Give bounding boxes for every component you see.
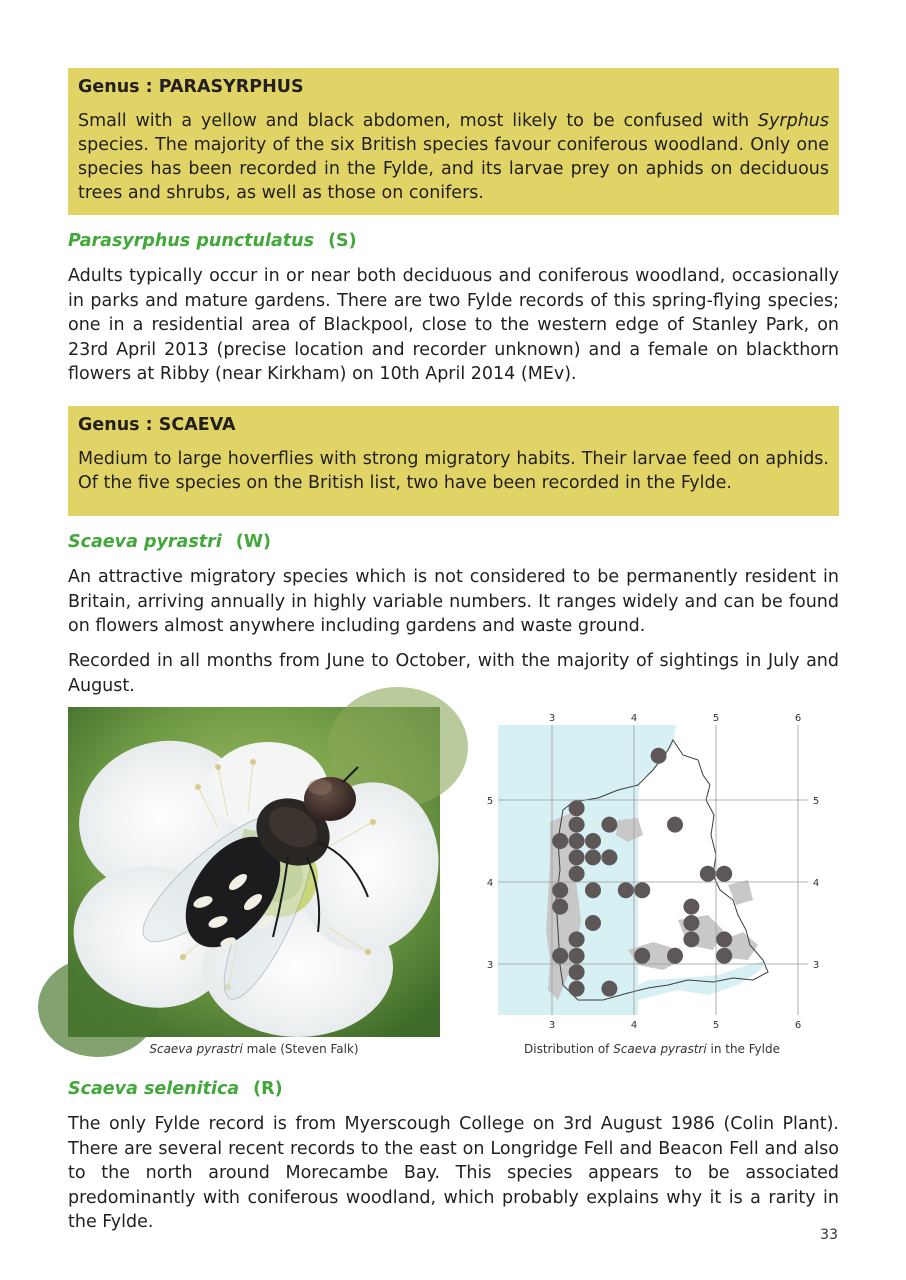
record-dot-17 [634, 882, 650, 898]
record-dot-11 [569, 866, 585, 882]
record-dot-22 [569, 931, 585, 947]
map-caption-b: in the Fylde [706, 1042, 780, 1056]
record-dot-14 [552, 882, 568, 898]
record-dot-2 [569, 817, 585, 833]
record-dot-30 [569, 964, 585, 980]
map-y-label-left-3: 3 [486, 960, 494, 971]
record-dot-32 [601, 981, 617, 997]
genus-parasyrphus-title: Genus : PARASYRPHUS [78, 77, 304, 97]
record-dot-12 [700, 866, 716, 882]
map-y-label-left-4: 4 [486, 878, 494, 889]
record-dot-7 [585, 833, 601, 849]
record-dot-20 [585, 915, 601, 931]
parasyrphus-punctulatus-text: Adults typically occur in or near both deciduous and coniferous woodland, occasionally in parks and mature gardens. There are two Fylde records of this spring-flying species; one in a residential area of Blackpool, close to the western edge of Stanley Park, on 23rd April 2013 (precise location and recorder unknown) and a female on blackthorn flowers at Ribby (near Kirkham) on 10th April 2014 (MEv). [68, 266, 839, 384]
record-dot-27 [634, 948, 650, 964]
genus-parasyrphus-box [68, 68, 839, 215]
record-dot-9 [585, 849, 601, 865]
record-dot-1 [569, 800, 585, 816]
page-number: 33 [820, 1227, 838, 1243]
species-status: (R) [253, 1079, 283, 1099]
record-dot-25 [552, 948, 568, 964]
scaeva-pyrastri-photo [68, 707, 440, 1037]
record-dot-31 [569, 981, 585, 997]
record-dot-28 [667, 948, 683, 964]
record-dot-18 [552, 899, 568, 915]
map-caption-species: Scaeva pyrastri [613, 1042, 707, 1056]
map-x-label-top-5: 5 [712, 713, 720, 724]
record-dot-6 [569, 833, 585, 849]
record-dot-24 [716, 931, 732, 947]
record-dot-5 [552, 833, 568, 849]
record-dot-3 [601, 817, 617, 833]
genus-parasyrphus-text-a: Small with a yellow and black abdomen, most likely to be confused with [78, 111, 758, 131]
species-heading-parasyrphus-punctulatus [68, 231, 357, 251]
photo-caption-species: Scaeva pyrastri [149, 1042, 243, 1056]
genus-parasyrphus-text-italic: Syrphus [757, 111, 829, 131]
record-dot-15 [585, 882, 601, 898]
hoverfly-on-flower-image [68, 707, 440, 1037]
genus-parasyrphus-text-b: species. The majority of the six British species favour coniferous woodland. Only one species has been recorded in the Fylde, and its larvae prey on aphids on deciduous trees and shrubs, as well as those on conifers. [78, 135, 829, 203]
species-status: (S) [328, 231, 357, 251]
map-x-label-bottom-4: 4 [630, 1020, 638, 1031]
photo-caption [68, 1042, 440, 1056]
map-y-label-right-3: 3 [812, 960, 820, 971]
map-x-label-top-6: 6 [794, 713, 802, 724]
record-dot-21 [683, 915, 699, 931]
map-x-label-top-4: 4 [630, 713, 638, 724]
map-caption-a: Distribution of [524, 1042, 614, 1056]
species-name: Parasyrphus punctulatus [68, 231, 315, 251]
photo-caption-credit: male (Steven Falk) [242, 1042, 359, 1056]
map-y-label-left-5: 5 [486, 796, 494, 807]
record-dot-8 [569, 849, 585, 865]
scaeva-pyrastri-text-2: Recorded in all months from June to October, with the majority of sightings in July and August. [68, 651, 839, 696]
record-dot-26 [569, 948, 585, 964]
scaeva-pyrastri-text-1: An attractive migratory species which is not considered to be permanently resident in Britain, arriving annually in highly variable numbers. It ranges widely and can be found on flowers almost anywhere including gardens and waste ground. [68, 567, 839, 636]
map-x-label-bottom-3: 3 [548, 1020, 556, 1031]
genus-scaeva-box [68, 406, 839, 516]
record-dot-23 [683, 931, 699, 947]
record-dot-0 [651, 748, 667, 764]
map-x-label-bottom-6: 6 [794, 1020, 802, 1031]
species-heading-scaeva-pyrastri [68, 532, 271, 552]
map-x-label-bottom-5: 5 [712, 1020, 720, 1031]
species-name: Scaeva pyrastri [68, 532, 222, 552]
record-dot-13 [716, 866, 732, 882]
genus-scaeva-text: Medium to large hoverflies with strong migratory habits. Their larvae feed on aphids. Of the five species on the British list, two have been recorded in the Fylde. [78, 449, 829, 493]
scaeva-selenitica-text: The only Fylde record is from Myerscough College on 3rd August 1986 (Colin Plant). There are several recent records to the east on Longridge Fell and Beacon Fell and also to the north around Morecambe Bay. This species appears to be associated predominantly with coniferous woodland, which probably explains why it is a rarity in the Fylde. [68, 1114, 839, 1232]
species-name: Scaeva selenitica [68, 1079, 240, 1099]
species-heading-scaeva-selenitica [68, 1079, 283, 1099]
record-dot-4 [667, 817, 683, 833]
species-status: (W) [235, 532, 272, 552]
map-y-label-right-5: 5 [812, 796, 820, 807]
record-dot-10 [601, 849, 617, 865]
record-dot-29 [716, 948, 732, 964]
genus-parasyrphus-text [78, 109, 829, 205]
record-dot-19 [683, 899, 699, 915]
map-caption [478, 1042, 826, 1056]
map-y-label-right-4: 4 [812, 878, 820, 889]
distribution-map [478, 710, 818, 1036]
genus-scaeva-title: Genus : SCAEVA [78, 415, 236, 435]
record-dot-16 [618, 882, 634, 898]
map-x-label-top-3: 3 [548, 713, 556, 724]
